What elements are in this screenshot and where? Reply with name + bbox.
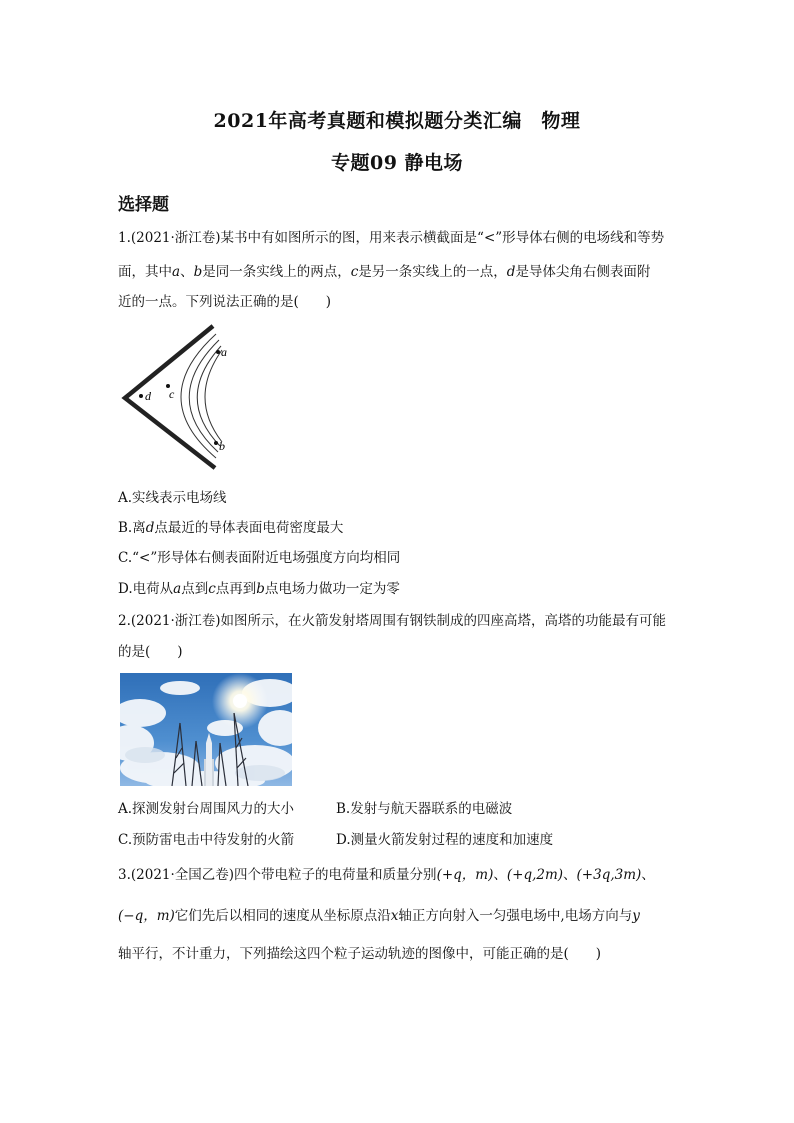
q1-line-1 [118, 228, 678, 248]
q2-text: 的是( ) [118, 644, 183, 660]
field-line-diagram [116, 322, 246, 472]
curve-1 [181, 334, 216, 458]
section-title: 选择题 [118, 195, 169, 215]
var-c: c [208, 581, 216, 597]
q2-option-b: B.发射与航天器联系的电磁波 [336, 801, 513, 817]
q3-line-1 [118, 865, 688, 885]
topic-title: 专题09 静电场 [330, 152, 464, 174]
var-b: b [256, 581, 265, 597]
q3-text: 、 [493, 867, 507, 883]
q3-text: 3.(2021·全国乙卷)四个带电粒子的电荷量和质量分别 [118, 867, 437, 883]
q1-option-a [118, 488, 678, 508]
q2-line-1 [118, 611, 678, 631]
option-text: D.电荷从 [118, 581, 174, 597]
particle-1: (+q，m) [436, 867, 494, 883]
particle-3: (+3q,3m) [576, 867, 642, 883]
particle-4: (−q，m) [118, 908, 175, 924]
curve-2 [189, 340, 219, 452]
q1-text: 是导体尖角右侧表面附 [515, 264, 651, 280]
var-d: d [506, 264, 516, 280]
option-text: 点最近的导体表面电荷密度最大 [154, 520, 344, 536]
var-y: y [632, 908, 640, 924]
rocket-launch-photo [120, 673, 292, 786]
option-text: 点到 [181, 581, 209, 597]
q1-option-b [118, 518, 678, 538]
label-d: d [145, 389, 151, 403]
q3-text: 轴平行，不计重力，下列描绘这四个粒子运动轨迹的图像中，可能正确的是( ) [118, 946, 602, 962]
q3-line-3 [118, 944, 678, 964]
var-a: a [173, 581, 182, 597]
label-a: a [221, 345, 227, 359]
q2-line-2 [118, 642, 678, 662]
var-c: c [350, 264, 359, 280]
photo-illustration [120, 673, 292, 786]
var-a: a [172, 264, 181, 280]
q1-option-c [118, 548, 678, 568]
label-c: c [169, 387, 175, 401]
var-x: x [390, 908, 399, 924]
q3-line-2 [118, 906, 688, 926]
q2-option-c: C.预防雷电击中待发射的火箭 [118, 832, 295, 848]
option-text: B.离 [118, 520, 146, 536]
q1-line-2 [118, 262, 678, 282]
q1-line-3 [118, 292, 678, 312]
q1-text: 是同一条实线上的两点， [202, 264, 351, 280]
q1-text: 、 [180, 264, 194, 280]
document-title: 2021年高考真题和模拟题分类汇编 物理 [213, 110, 581, 132]
q1-text: 近的一点。下列说法正确的是( ) [118, 294, 332, 310]
option-text: 点电场力做功一定为零 [264, 581, 400, 597]
q1-text: 是另一条实线上的一点， [358, 264, 507, 280]
q3-text: 、 [641, 867, 655, 883]
q1-text: 1.(2021·浙江卷)某书中有如图所示的图，用来表示横截面是“<”形导体右侧的电场线和等势 [118, 230, 665, 246]
q2-option-a: A.探测发射台周围风力的大小 [118, 801, 295, 817]
q1-text: 面，其中 [118, 264, 172, 280]
q3-text: 、 [563, 867, 577, 883]
q2-option-d: D.测量火箭发射过程的速度和加速度 [336, 832, 554, 848]
option-text: 点再到 [215, 581, 257, 597]
option-text: A.实线表示电场线 [118, 490, 227, 506]
point-b [214, 441, 218, 445]
point-a [216, 350, 220, 354]
var-d: d [145, 520, 155, 536]
var-b: b [193, 264, 203, 280]
q2-text: 2.(2021·浙江卷)如图所示，在火箭发射塔周围有钢铁制成的四座高塔，高塔的功能最有可能 [118, 613, 667, 629]
q3-text: 轴正方向射入一匀强电场中,电场方向与 [398, 908, 633, 924]
q1-option-d [118, 579, 678, 599]
particle-2: (+q,2m) [506, 867, 564, 883]
option-text: C.“<”形导体右侧表面附近电场强度方向均相同 [118, 550, 401, 566]
point-d [139, 394, 143, 398]
q3-text: 它们先后以相同的速度从坐标原点沿 [174, 908, 391, 924]
label-b: b [219, 439, 225, 453]
